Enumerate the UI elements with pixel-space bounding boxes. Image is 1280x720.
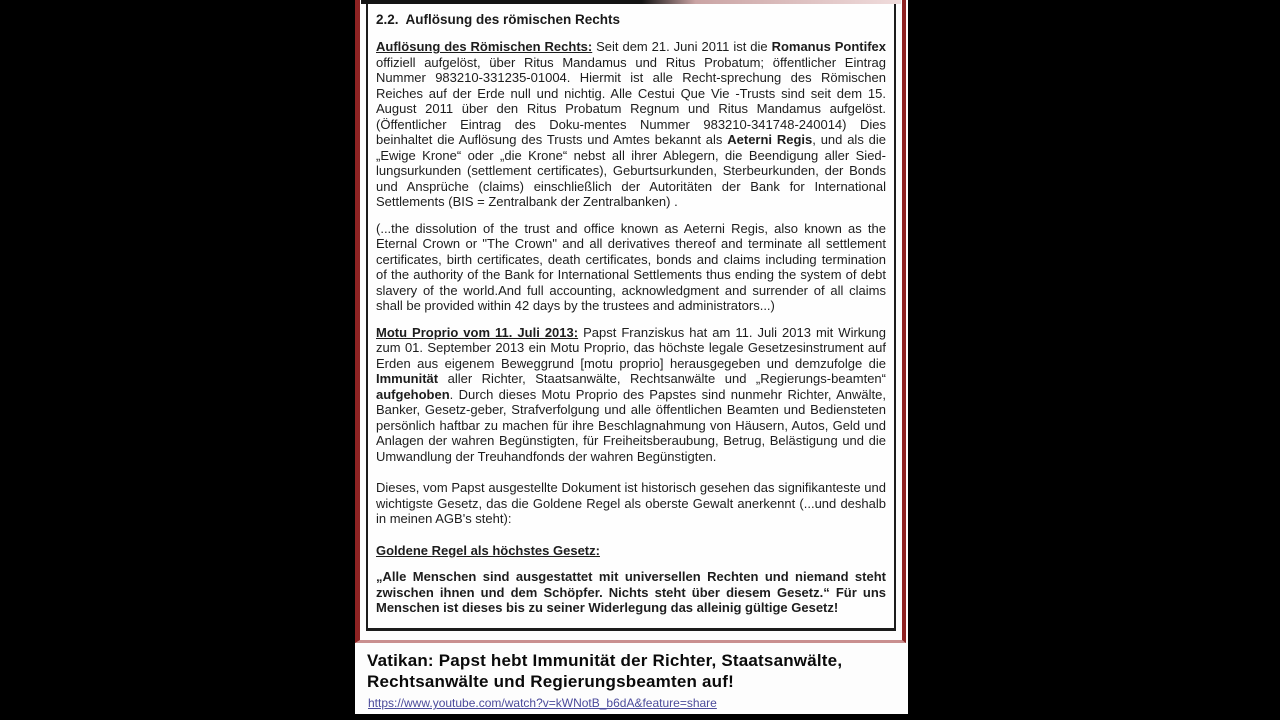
document-red-frame <box>355 0 906 643</box>
goldene-regel-heading: Goldene Regel als höchstes Gesetz: <box>376 542 600 558</box>
caption-line-1: Vatikan: Papst hebt Immunität der Richter, Staatsanwälte, <box>367 651 843 670</box>
document-text-box <box>366 0 896 631</box>
video-caption <box>367 650 842 692</box>
document-top-cutoff-bar <box>361 0 901 4</box>
section-heading: 2.2. Auflösung des römischen Rechts <box>376 12 621 27</box>
youtube-link[interactable]: https://www.youtube.com/watch?v=kWNotB_b6dA&feature=share <box>368 696 717 710</box>
paragraph-aufloesung-roemisches-recht: Auflösung des Römischen Rechts: Seit dem 21. Juni 2011 ist die Romanus Pontifex offiziell aufgelöst, über Ritus Mandamus und Ritus Probatum; öffentlicher Eintrag Nummer 983210-331235-01004. Hiermit ist alle Recht-sprechung des Römischen Reiches auf der Erde null und nichtig. Alle Cestui Que Vie -Trusts sind seit dem 15. August 2011 über den Ritus Probatum Regnum und Ritus Mandamus aufgelöst. (Öffentlicher Eintrag des Doku-mentes Nummer 983210-341748-240014) Dies beinhaltet die Auflösung des Trusts und Amtes bekannt als Aeterni Regis, und als die „Ewige Krone“ oder „die Krone“ nebst all ihrer Ablegern, die Beendigung aller Sied-lungsurkunden (settlement certificates), Geburtsurkunden, Sterbeurkunden, der Bonds und Ansprüche (claims) einschließlich der Autoritäten der Bank for International Settlements (BIS = Zentralbank der Zentralbanken) . <box>376 39 887 209</box>
paragraph-dieses-dokument: Dieses, vom Papst ausgestellte Dokument ist historisch gesehen das signifikanteste und wichtigste Gesetz, das die Goldene Regel als oberste Gewalt anerkennt (...und deshalb in meinen AGB's steht): <box>376 480 886 526</box>
document-panel <box>355 0 908 714</box>
paragraph-goldene-regel-quote: „Alle Menschen sind ausgestattet mit universellen Rechten und niemand steht zwischen ihnen und dem Schöpfer. Nichts steht über diesem Gesetz.“ Für uns Menschen ist dieses bis zu seiner Widerlegung das alleinig gültige Gesetz! <box>376 569 886 615</box>
paragraph-motu-proprio: Motu Proprio vom 11. Juli 2013: Papst Franziskus hat am 11. Juli 2013 mit Wirkung zum 01. September 2013 ein Motu Proprio, das höchste legale Gesetzesinstrument auf Erden aus eigenem Beweggrund [motu proprio] herausgegeben und demzufolge die Immunität aller Richter, Staatsanwälte, Rechtsanwälte und „Regierungs-beamten“ aufgehoben. Durch dieses Motu Proprio des Papstes sind nunmehr Richter, Anwälte, Banker, Gesetz-geber, Strafverfolgung und alle öffentlichen Beamten und Bediensteten persönlich haftbar zu machen für ihre Beschlagnahmung von Häusern, Autos, Geld und Anlagen der wahren Begünstigten, für Freiheitsberaubung, Betrug, Belästigung und die Umwandlung der Treuhandfonds der wahren Begünstigten. <box>376 324 886 464</box>
caption-line-2: Rechtsanwälte und Regierungsbeamten auf! <box>367 672 734 691</box>
paragraph-english-translation: (...the dissolution of the trust and office known as Aeterni Regis, also known as the Eternal Crown or "The Crown" and all derivatives thereof and terminate all settlement certificates, birth certificates, death certificates, bonds and claims including termination of the authority of the Bank for International Settlements thus ending the system of debt slavery of the world.And full accounting, acknowledgment and surrender of all claims shall be provided within 42 days by the trustees and administrators...) <box>376 220 886 313</box>
